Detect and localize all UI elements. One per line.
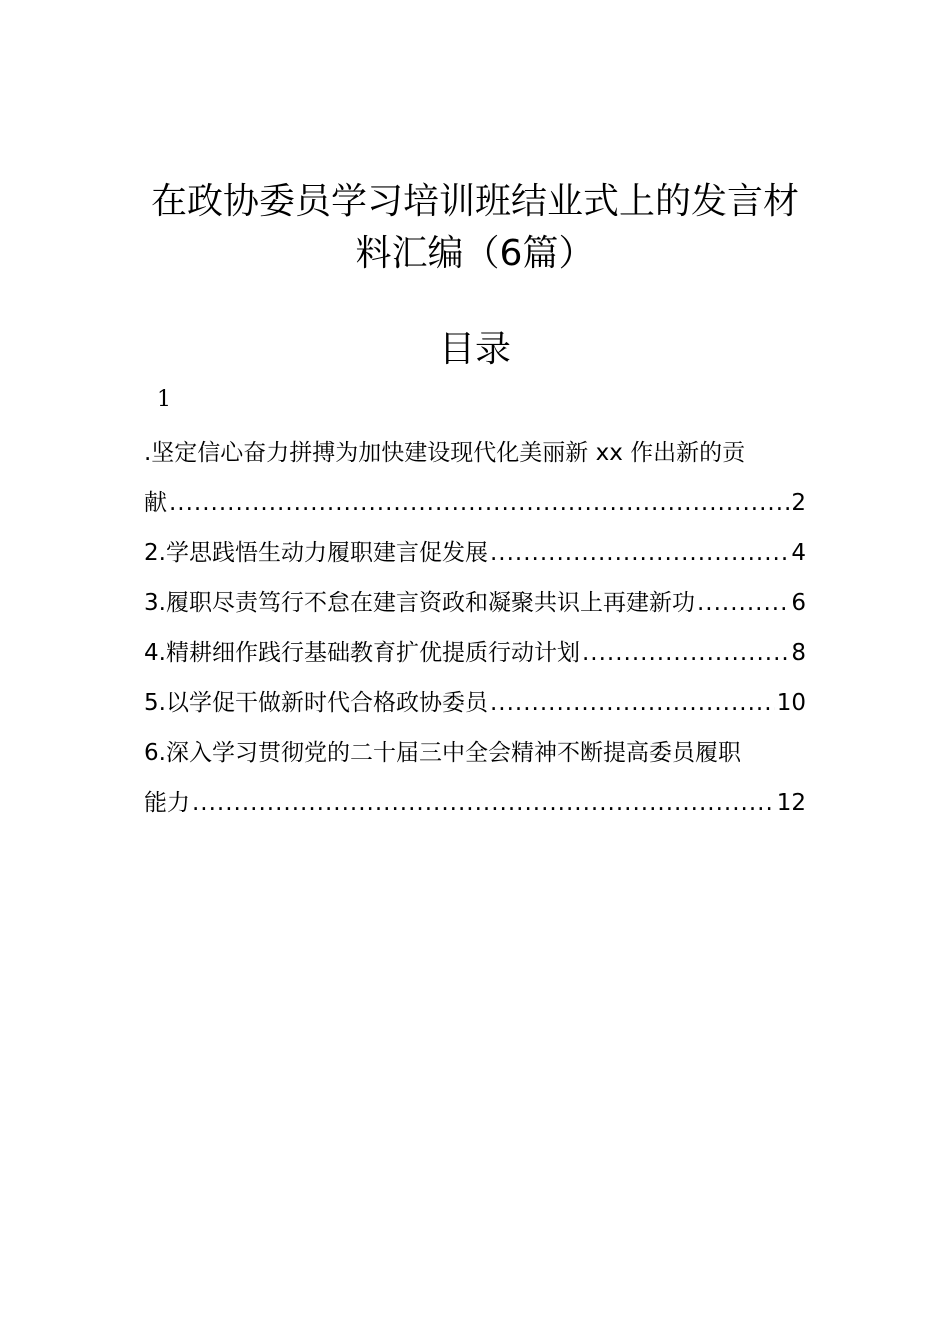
toc-entry-6[interactable] — [144, 728, 806, 828]
dot-leader — [490, 678, 775, 728]
toc-entry-2-line — [144, 528, 806, 578]
toc-entry-4-line — [144, 628, 806, 678]
toc-entry-6-first-line: 6.深入学习贯彻党的二十届三中全会精神不断提高委员履职 — [144, 740, 741, 766]
toc-entry-4-page-number: 8 — [791, 640, 806, 666]
toc-entry-6-line — [144, 778, 806, 828]
toc-entry-5-label: 5.以学促干做新时代合格政协委员 — [144, 690, 488, 716]
toc-stray-number: 1 — [157, 387, 171, 412]
dot-leader — [582, 628, 789, 678]
toc-entry-1-label: 献 — [144, 490, 167, 516]
dot-leader — [490, 528, 789, 578]
toc-entry-5[interactable] — [144, 678, 806, 728]
toc-entry-3-page-number: 6 — [791, 590, 806, 616]
document-title-line-1: 在政协委员学习培训班结业式上的发言材 — [150, 181, 799, 222]
toc-entry-3[interactable] — [144, 578, 806, 628]
dot-leader — [697, 578, 789, 628]
toc-entry-3-label: 3.履职尽责笃行不怠在建言资政和凝聚共识上再建新功 — [144, 590, 695, 616]
toc-entry-4-label: 4.精耕细作践行基础教育扩优提质行动计划 — [144, 640, 580, 666]
toc-entry-1-line — [144, 478, 806, 528]
toc-entry-6-label: 能力 — [144, 790, 190, 816]
toc-entry-2-label: 2.学思践悟生动力履职建言促发展 — [144, 540, 488, 566]
toc-entry-1-page-number: 2 — [791, 490, 806, 516]
toc-entry-1-first-line: .坚定信心奋力拼搏为加快建设现代化美丽新 xx 作出新的贡 — [144, 440, 746, 466]
toc-entry-1[interactable] — [144, 428, 806, 528]
dot-leader — [169, 478, 789, 528]
toc-entry-3-line — [144, 578, 806, 628]
table-of-contents — [144, 428, 806, 828]
document-title-line-2: 料汇编（6篇） — [355, 233, 595, 274]
toc-entry-4[interactable] — [144, 628, 806, 678]
toc-entry-2-page-number: 4 — [791, 540, 806, 566]
toc-entry-5-line — [144, 678, 806, 728]
toc-entry-6-page-number: 12 — [776, 790, 806, 816]
toc-entry-5-page-number: 10 — [776, 690, 806, 716]
toc-entry-2[interactable] — [144, 528, 806, 578]
toc-heading: 目录 — [438, 329, 511, 370]
document-title — [100, 176, 850, 280]
dot-leader — [192, 778, 775, 828]
